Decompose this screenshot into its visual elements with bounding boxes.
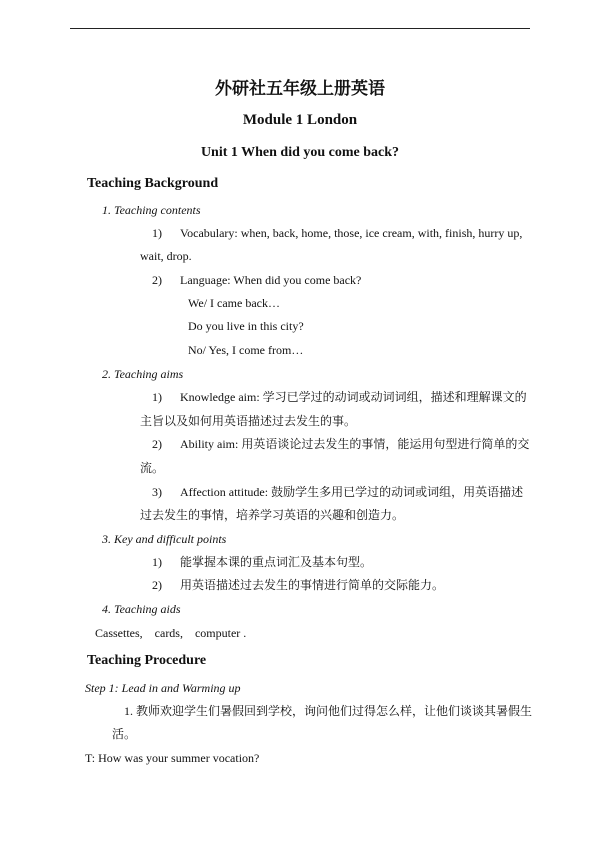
list-item-continuation: wait, drop.	[140, 249, 192, 263]
language-line: Do you live in this city?	[188, 319, 304, 333]
list-text: Language: When did you come back?	[180, 273, 362, 287]
list-item	[152, 579, 444, 591]
list-text: Affection attitude: 鼓励学生多用已学过的动词或词组，用英语描述	[180, 485, 524, 499]
unit-title: Unit 1 When did you come back?	[200, 145, 400, 160]
list-text: Vocabulary: when, back, home, those, ice cream, with, finish, hurry up,	[180, 226, 523, 240]
list-item-continuation: 过去发生的事情，培养学习英语的兴趣和创造力。	[140, 508, 405, 522]
list-text: 用英语描述过去发生的事情进行简单的交际能力。	[180, 578, 445, 592]
list-number: 1)	[152, 555, 162, 569]
subheading-teaching-aids: 4. Teaching aids	[102, 602, 181, 616]
list-text: 能掌握本课的重点词汇及基本句型。	[180, 555, 373, 569]
dialogue-line: T: How was your summer vocation?	[85, 751, 260, 765]
list-number: 2)	[152, 437, 162, 451]
module-title: Module 1 London	[242, 112, 358, 128]
section-heading-background: Teaching Background	[87, 176, 219, 191]
header-rule	[70, 28, 530, 29]
teaching-aids-text: Cassettes, cards, computer .	[95, 626, 247, 640]
section-heading-procedure: Teaching Procedure	[87, 653, 207, 668]
list-text: Knowledge aim: 学习已学过的动词或动词词组，描述和理解课文的	[180, 390, 527, 404]
list-item	[152, 486, 523, 498]
subheading-key-points: 3. Key and difficult points	[102, 532, 227, 546]
subheading-step-1: Step 1: Lead in and Warming up	[85, 681, 241, 695]
list-number: 1)	[152, 390, 162, 404]
list-number: 1)	[152, 226, 162, 240]
list-text: Ability aim: 用英语谈论过去发生的事情，能运用句型进行简单的交	[180, 437, 530, 451]
list-number: 3)	[152, 485, 162, 499]
list-number: 2)	[152, 273, 162, 287]
step-item: 1. 教师欢迎学生们暑假回到学校，询问他们过得怎么样，让他们谈谈其暑假生	[124, 704, 533, 718]
document-title: 外研社五年级上册英语	[215, 79, 385, 98]
list-item	[152, 274, 361, 286]
language-line: We/ I came back…	[188, 296, 280, 310]
list-item	[152, 438, 529, 450]
list-item-continuation: 流。	[140, 461, 165, 475]
subheading-teaching-aims: 2. Teaching aims	[102, 367, 184, 381]
list-item-continuation: 主旨以及如何用英语描述过去发生的事。	[140, 414, 357, 428]
language-line: No/ Yes, I come from…	[188, 343, 304, 357]
subheading-teaching-contents: 1. Teaching contents	[102, 203, 201, 217]
list-item	[152, 227, 522, 239]
step-item-continuation: 活。	[112, 727, 137, 741]
list-number: 2)	[152, 578, 162, 592]
list-item	[152, 556, 372, 568]
list-item	[152, 391, 527, 403]
